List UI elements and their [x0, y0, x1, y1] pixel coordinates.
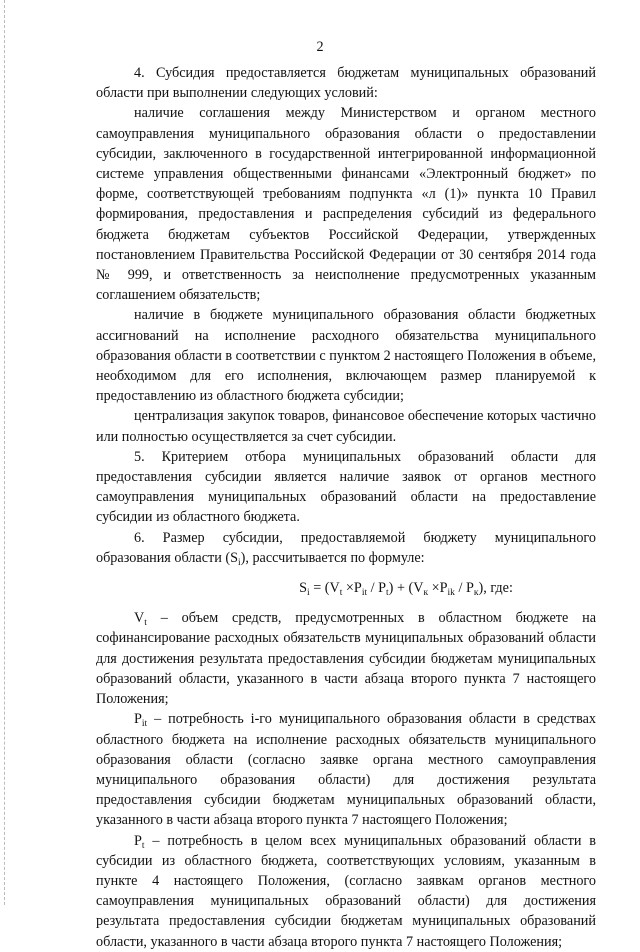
formula-part: S	[299, 580, 307, 597]
definition-pit	[96, 709, 596, 830]
condition-budget-allocations: наличие в бюджете муниципального образования области бюджетных ассигнований на исполнение расходного обязательства муниципального образования области в соответствии с пунктом 2 настоящего Положения в объеме, необходимом для его исполнения, включающем размер планируемой к предоставлению из областного бюджета субсидии;	[96, 307, 596, 405]
subscript: i	[237, 557, 241, 568]
document-body	[96, 63, 596, 952]
definition-pt	[96, 831, 596, 952]
formula-part: ), где:	[478, 580, 513, 597]
formula-sub: i	[307, 588, 310, 599]
formula-part: ×P	[342, 580, 362, 597]
paragraph-6-text: 6. Размер субсидии, предоставляемой бюджету муниципального образования области (S	[96, 529, 596, 566]
condition-centralized-procurement: централизация закупок товаров, финансовое обеспечение которых частично или полностью осуществляется за счет субсидии.	[96, 408, 596, 445]
formula-part: / P	[367, 580, 387, 597]
subsidy-formula	[96, 578, 596, 598]
paragraph-4: 4. Субсидия предоставляется бюджетам муниципальных образований области при выполнении следующих условий:	[96, 65, 596, 102]
definition-symbol-sub: t	[144, 618, 147, 629]
definition-symbol: P	[134, 711, 142, 728]
formula-sub: ik	[447, 588, 455, 599]
definition-text: – объем средств, предусмотренных в областном бюджете на софинансирование расходных обязательств муниципальных образований области для достижения результата предоставления субсидии бюджетам муниципальных образований области, указанного в части абзаца второго пункта 7 настоящего Положения;	[96, 610, 596, 708]
formula-sub: t	[386, 588, 389, 599]
paragraph-5: 5. Критерием отбора муниципальных образований области для предоставления субсидии является наличие заявок от органов местного самоуправления муниципальных образований области на предоставление субсидии из областного бюджета.	[96, 448, 596, 526]
formula-sub: к	[423, 588, 429, 599]
formula-sub: t	[339, 588, 343, 599]
formula-part: ×P	[428, 580, 448, 597]
definition-text: – потребность i-го муниципального образования области в средствах областного бюджета на исполнение расходных обязательств муниципального образования области (согласно заявке органа местного самоуправления муниципального образования области) для достижения результата предоставления субсидии бюджетам муниципальных образований области, указанного в части абзаца второго пункта 7 настоящего Положения;	[96, 711, 596, 829]
definition-text: – потребность в целом всех муниципальных образований области в субсидии из областного бюджета, соответствующих условиям, указанным в пункте 4 настоящего Положения, (согласно заявкам органов местного самоуправления муниципальных образований области) для достижения результата предоставления субсидии бюджетам муниципальных образований области, указанного в части абзаца второго пункта 7 настоящего Положения;	[96, 832, 596, 950]
paragraph-6	[96, 528, 596, 568]
formula-sub: it	[361, 588, 368, 599]
definition-symbol: P	[134, 832, 142, 849]
definition-symbol-sub: t	[141, 840, 145, 851]
condition-agreement: наличие соглашения между Министерством и органом местного самоуправления муниципального образования области о предоставлении субсидии, заключенного в государственной интегрированной информационной системе управления общественными финансами «Электронный бюджет» по форме, соответствующей требованиям подпункта «л (1)» пункта 10 Правил формирования, предоставления и распределения субсидий из федерального бюджета бюджетам субъектов Российской Федерации, утвержденных постановлением Правительства Российской Федерации от 30 сентября 2014 года № 999, и ответственность за неисполнение предусмотренных указанным соглашением обязательств;	[96, 105, 596, 304]
formula-part: = (V	[309, 580, 340, 597]
page-number: 2	[316, 39, 324, 55]
formula-sub: к	[473, 588, 479, 599]
definition-symbol: V	[134, 610, 145, 627]
paragraph-6-text-end: ), рассчитывается по формуле:	[240, 549, 425, 566]
formula-part: ) + (V	[388, 580, 424, 597]
page-edge-line	[4, 0, 5, 905]
formula-part: / P	[454, 580, 474, 597]
definition-vt	[96, 608, 596, 709]
definition-symbol-sub: it	[141, 719, 148, 730]
